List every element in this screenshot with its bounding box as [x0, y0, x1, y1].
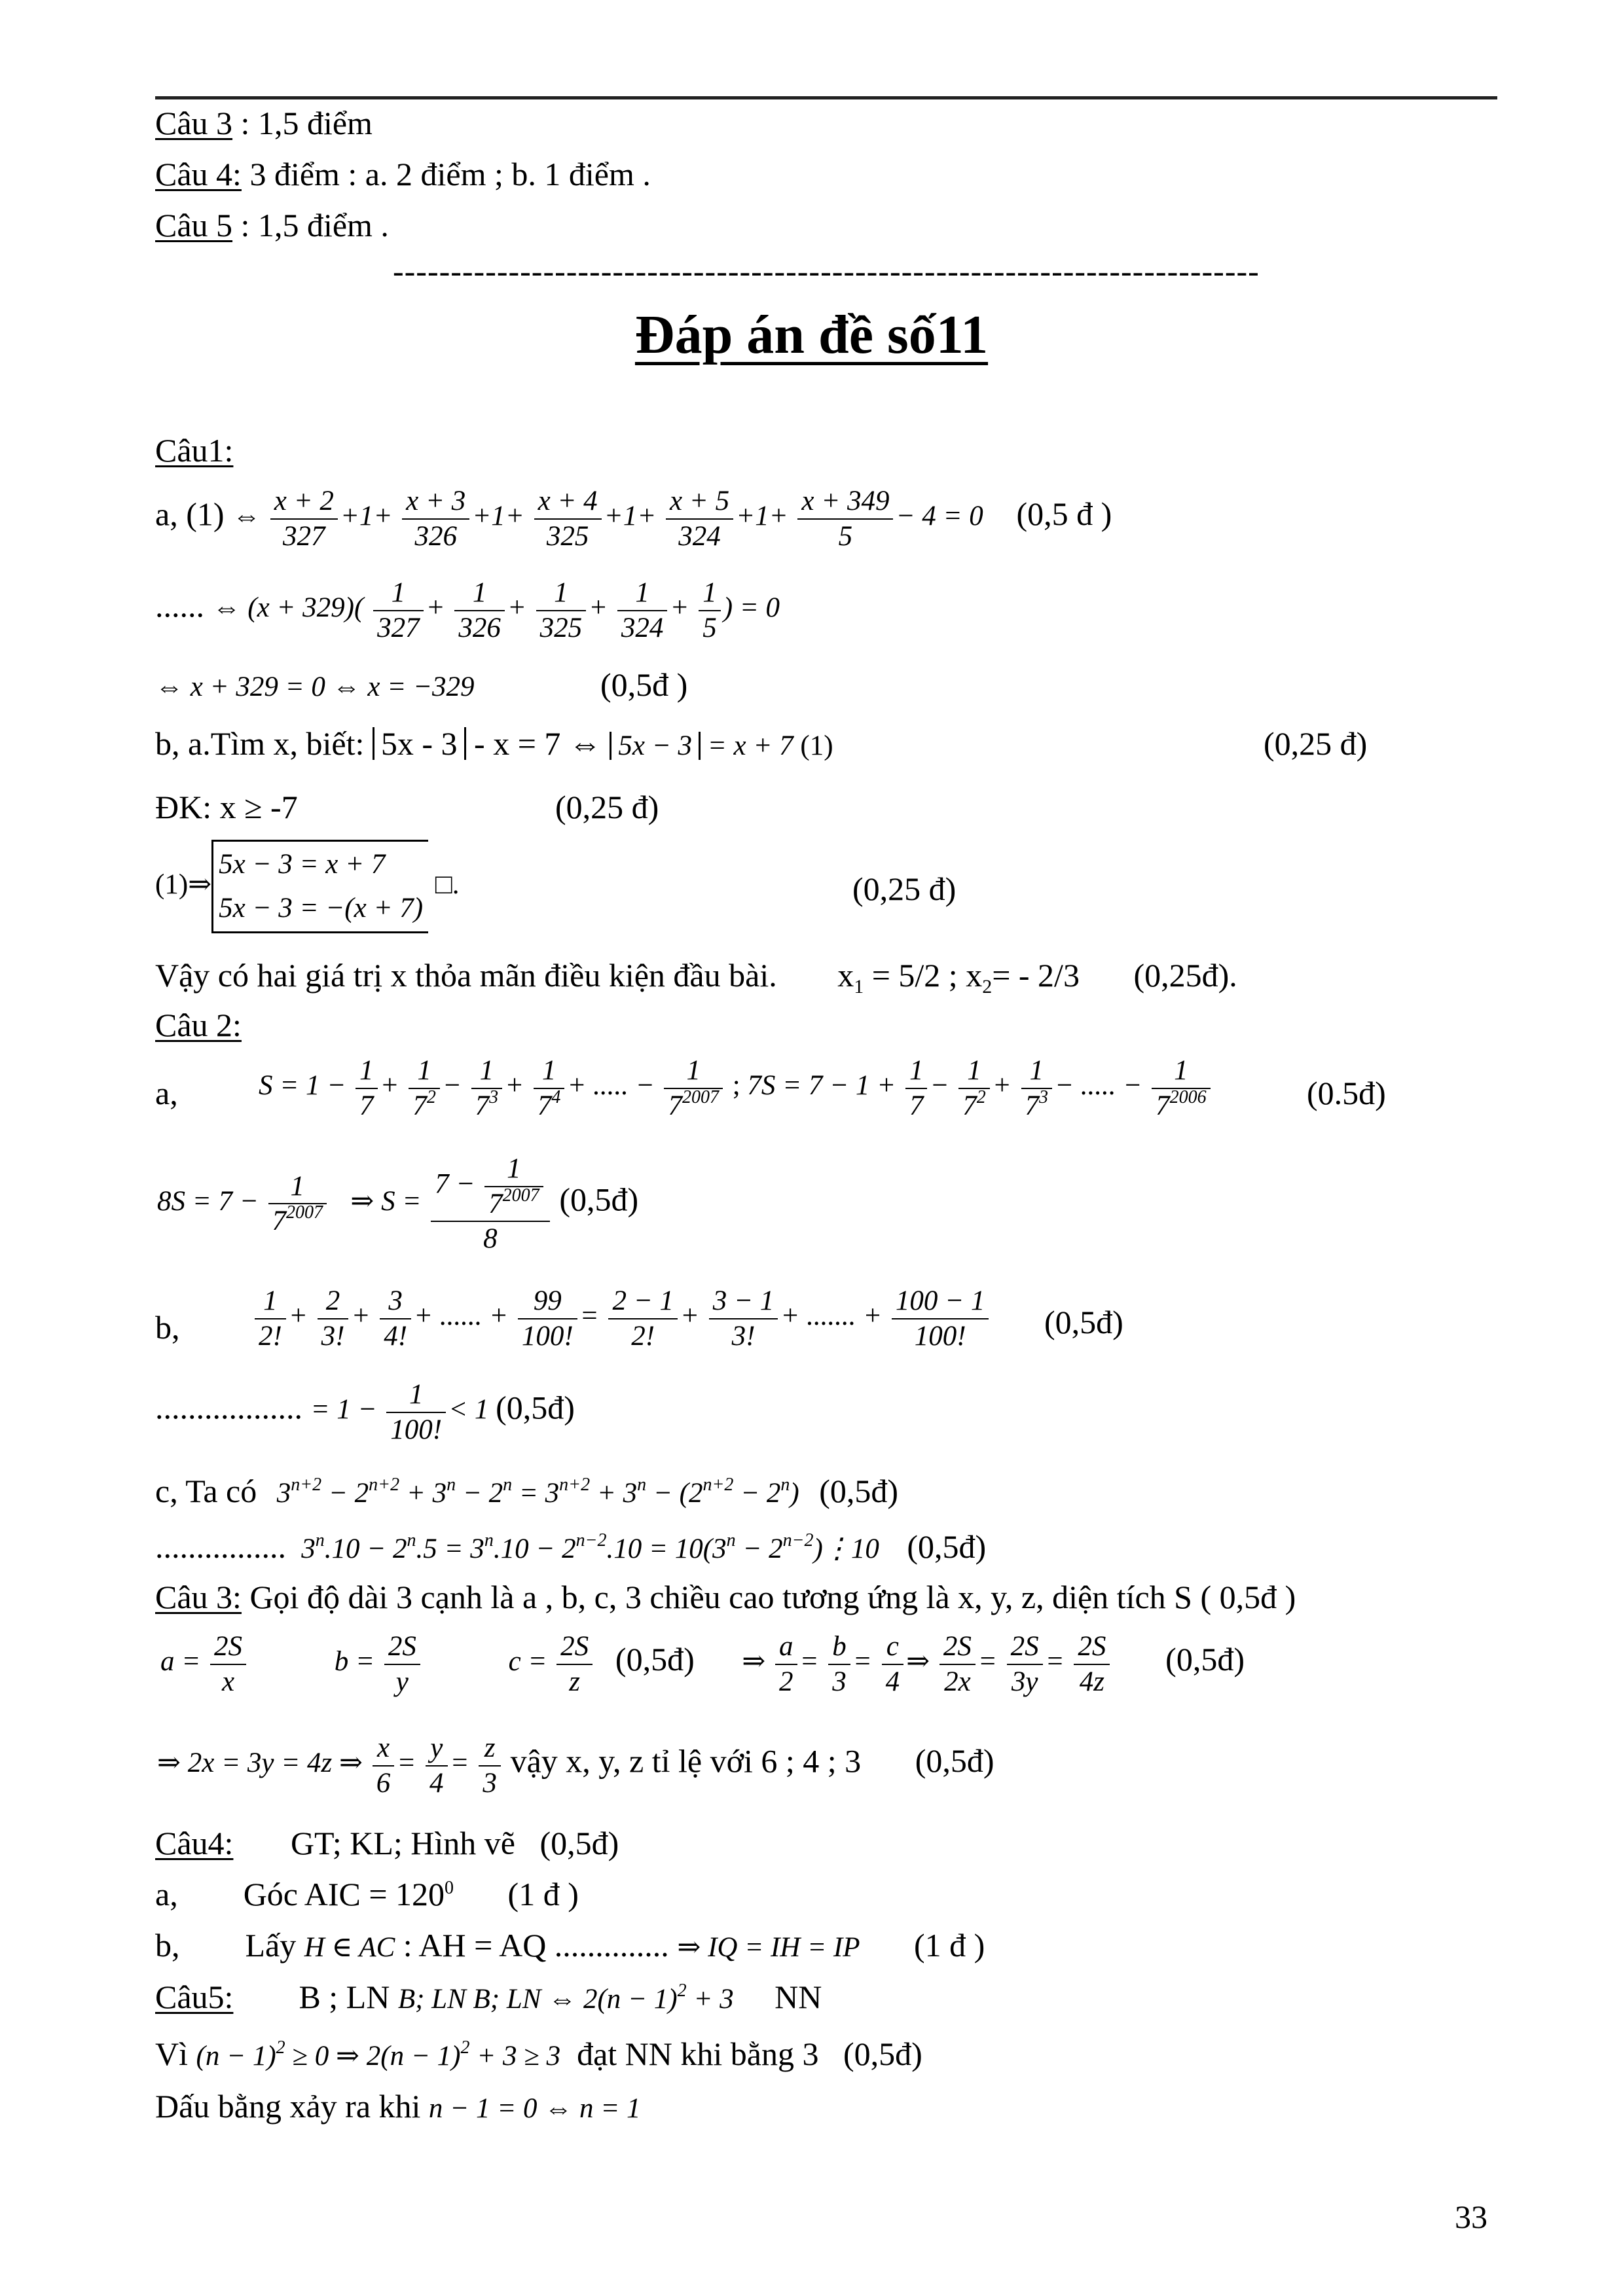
q5-vi-formula: $(n - 1)^2 \ge 0$ ⇒ $2(n - 1)^2 + 3 \ge 3$ [196, 2037, 561, 2072]
q5-vi-text: Vì [155, 2036, 196, 2072]
q1-a-line [155, 484, 1112, 553]
q3-line2 [160, 1630, 1245, 1698]
q3-label: Câu 3: [155, 1579, 242, 1615]
q5-nn: NN [775, 1979, 822, 2015]
q3-text: Gọi độ dài 3 cạnh là a , b, c, 3 chiều cao tương ứng là x, y, z, diện tích S ( 0,5đ ) [241, 1579, 1296, 1615]
cau3-text: : 1,5 điểm [232, 105, 373, 141]
q3-line3 [157, 1731, 994, 1800]
q1-system-formula: (1)⇒5x − 3 = x + 7 5x − 3 = −(x + 7) □. [155, 869, 460, 900]
header-cau4 [155, 156, 651, 194]
q4-label: Câu4: [155, 1825, 234, 1861]
q2-a2-score: (0,5đ) [559, 1181, 639, 1218]
q2-a-prefix: a, [155, 1075, 178, 1111]
q2-c2-line [155, 1528, 986, 1566]
q1-a3-formula: ⇔ x + 329 = 0 ⇔ x = −329 [155, 672, 475, 702]
q4-b-mid: : AH = AQ .............. [395, 1927, 678, 1964]
q2-a-formula-line [259, 1054, 1213, 1122]
q3-formula-conclusion: ⇒ 2x = 3y = 4z ⇒ $\frac{x}{6}$ = $\frac{y}{4}$ = $\frac{z}{3}$ [157, 1748, 511, 1778]
q1-dk-text: ĐK: x ≥ -7 [155, 789, 298, 825]
q2-label: Câu 2: [155, 1007, 242, 1043]
q1-b-rest: - x = 7 ⇔ [465, 725, 610, 762]
q2-a2-line [157, 1152, 638, 1256]
q3-formula-c: c = $\frac{2S}{z}$ [509, 1646, 602, 1677]
q1-b-score: (0,25 đ) [1264, 725, 1368, 762]
q1-a2-line [155, 576, 780, 645]
q4-line1 [155, 1825, 619, 1863]
q1-b-abs: 5x - 3 [373, 727, 466, 760]
q1-system [155, 840, 460, 933]
cau4-text: 3 điểm : a. 2 điểm ; b. 1 điểm . [241, 156, 651, 192]
q2-c-formula: $3^{n+2} - 2^{n+2} + 3^n - 2^n = 3^{n+2} + 3^n - (2^{n+2} - 2^n)$ [276, 1475, 799, 1509]
q2-c2-prefix: ................ [155, 1528, 286, 1565]
q2-b2-line [155, 1378, 575, 1446]
q4-b-line [155, 1927, 985, 1965]
q5-eq-text: Dấu bằng xảy ra khi [155, 2088, 429, 2125]
q1-conclusion-score: (0,25đ). [1133, 957, 1237, 994]
q2-c-line [155, 1473, 898, 1511]
q2-b-formula: $\frac{1}{2!}$ + $\frac{2}{3!}$ + $\frac{3}{4!}$ + ...... + $\frac{99}{100!}$ = $\frac{2 - 1}{2!}$ + $\frac{3 - 1}{3!}$ + ....... + $\frac{100 - 1}{100!}$ [252, 1300, 991, 1331]
q5-eq-formula: n − 1 = 0 ⇔ n = 1 [428, 2093, 641, 2124]
q1-conclusion-line [155, 957, 1237, 995]
q1-conclusion: Vậy có hai giá trị x thỏa mãn điều kiện đầu bài. [155, 957, 777, 994]
q4-b-formula2: ⇒ IQ = IH = IP [677, 1932, 860, 1963]
q2-a2-formula: 8S = 7 − $\frac{1}{7^{2007}}$ ⇒ S = 7 − $\frac{1}{7^{2007}}$ 8 [157, 1186, 559, 1217]
q5-eq-line [155, 2088, 640, 2126]
q4-a-score: (1 đ ) [507, 1876, 579, 1912]
q2-b2-prefix: .................. [155, 1389, 302, 1426]
q2-b-formula-line [252, 1284, 991, 1353]
q1-a3-score: (0,5đ ) [600, 666, 688, 703]
q2-a-score: (0.5đ) [1307, 1075, 1386, 1111]
q5-vi-line [155, 2036, 922, 2073]
header-cau3 [155, 105, 373, 143]
q1-b-formula: 5x − 3 = x + 7 (1) [610, 730, 833, 761]
q1-x2: $x_2= - 2/3$ [966, 957, 1080, 997]
q3-formula-ratio: ⇒ $\frac{a}{2}$ = $\frac{b}{3}$ = $\frac{c}{4}$ ⇒ $\frac{2S}{2x}$ = $\frac{2S}{3y}$ = $\frac{2S}{4z}$ [742, 1646, 1120, 1677]
q5-vi-after: đạt NN khi bằng 3 (0,5đ) [560, 2036, 922, 2072]
q4-text: GT; KL; Hình vẽ (0,5đ) [233, 1825, 619, 1861]
q3-l3-score: (0,5đ) [915, 1742, 994, 1780]
q3-formula-b: b = $\frac{2S}{y}$ [335, 1646, 430, 1677]
q4-a-sup: 0 [445, 1878, 454, 1898]
q1-b-line [155, 725, 833, 763]
q1-b-text: b, a.Tìm x, biết: [155, 725, 373, 762]
q1-x1: $x_1 = 5/2$ ; [837, 957, 966, 997]
q4-b-score: (1 đ ) [913, 1927, 985, 1964]
q2-c2-score: (0,5đ) [907, 1528, 987, 1565]
q1-a-formula: ⇔ $\frac{x + 2}{327}$ +1+ $\frac{x + 3}{326}$ +1+ $\frac{x + 4}{325}$ +1+ $\frac{x + 5}{324}$ +1+ $\frac{x + 349}{5}$ − 4 = 0 [232, 486, 991, 552]
cau5-label: Câu 5 [155, 207, 233, 243]
q3-l2-score1: (0,5đ) [615, 1641, 695, 1678]
q1-a-score: (0,5 đ ) [1016, 495, 1112, 533]
q2-a-formula: S = 1 − $\frac{1}{7}$ + $\frac{1}{7^2}$ − $\frac{1}{7^3}$ + $\frac{1}{7^4}$ + ..... − $\frac{1}{7^{2007}}$ ; 7S = 7 − 1 + $\frac{1}{7}$ − $\frac{1}{7^2}$ + $\frac{1}{7^3}$ − ..... − $\frac{1}{7^{2006}}$ [259, 1070, 1213, 1101]
q3-formula-a: a = $\frac{2S}{x}$ [160, 1646, 256, 1677]
q2-b-score: (0,5đ) [1044, 1304, 1123, 1340]
page-number: 33 [1455, 2198, 1487, 2235]
q4-b-formula1: H ∈ AC [304, 1932, 395, 1963]
q2-b2-score: (0,5đ) [496, 1389, 575, 1426]
top-rule [155, 96, 1497, 99]
q5-label: Câu5: [155, 1979, 234, 2015]
q3-l3-text: vậy x, y, z tỉ lệ với 6 ; 4 ; 3 [510, 1742, 862, 1780]
q2-b-prefix: b, [155, 1309, 180, 1346]
q4-a-line [155, 1876, 579, 1914]
q5-formula: B; LN B; LN ⇔ $2(n - 1)^2 + 3$ [397, 1981, 734, 2015]
q3-l2-score2: (0,5đ) [1165, 1641, 1245, 1678]
q3-line1 [155, 1579, 1296, 1617]
q1-dk-score: (0,25 đ) [555, 789, 659, 825]
q1-label: Câu1: [155, 432, 234, 469]
q1-system-score: (0,25 đ) [852, 870, 957, 907]
q2-c-score: (0,5đ) [819, 1473, 899, 1509]
q5-line1 [155, 1979, 822, 2017]
q1-a-prefix: a, (1) [155, 495, 232, 533]
q4-b-text: b, Lấy [155, 1927, 304, 1964]
q1-a2-prefix: ...... [155, 587, 213, 624]
cau5-text: : 1,5 điểm . [232, 207, 389, 243]
q5-text: B ; LN [233, 1979, 398, 2015]
separator: --------------------------------------------------------------------------- [393, 253, 1260, 289]
q2-c2-formula: $3^n.10 - 2^n.5 = 3^n.10 - 2^{n-2}.10 = 10(3^n$ − $2^{n-2})⋮10$ [294, 1530, 879, 1564]
page-title: Đáp án đề số11 [634, 304, 989, 365]
q1-a2-formula: ⇔ (x + 329)( $\frac{1}{327}$ + $\frac{1}{326}$ + $\frac{1}{325}$ + $\frac{1}{324}$ + $\frac{1}{5}$ ) = 0 [212, 577, 780, 643]
cau3-label: Câu 3 [155, 105, 233, 141]
header-cau5 [155, 207, 389, 245]
q2-c-text: c, Ta có [155, 1473, 257, 1509]
q4-a-text: a, Góc AIC = 120 [155, 1876, 445, 1912]
q1-a3-line [155, 666, 687, 704]
cau4-label: Câu 4: [155, 156, 242, 192]
q2-b2-formula: = 1 − $\frac{1}{100!}$ < 1 [310, 1379, 496, 1445]
